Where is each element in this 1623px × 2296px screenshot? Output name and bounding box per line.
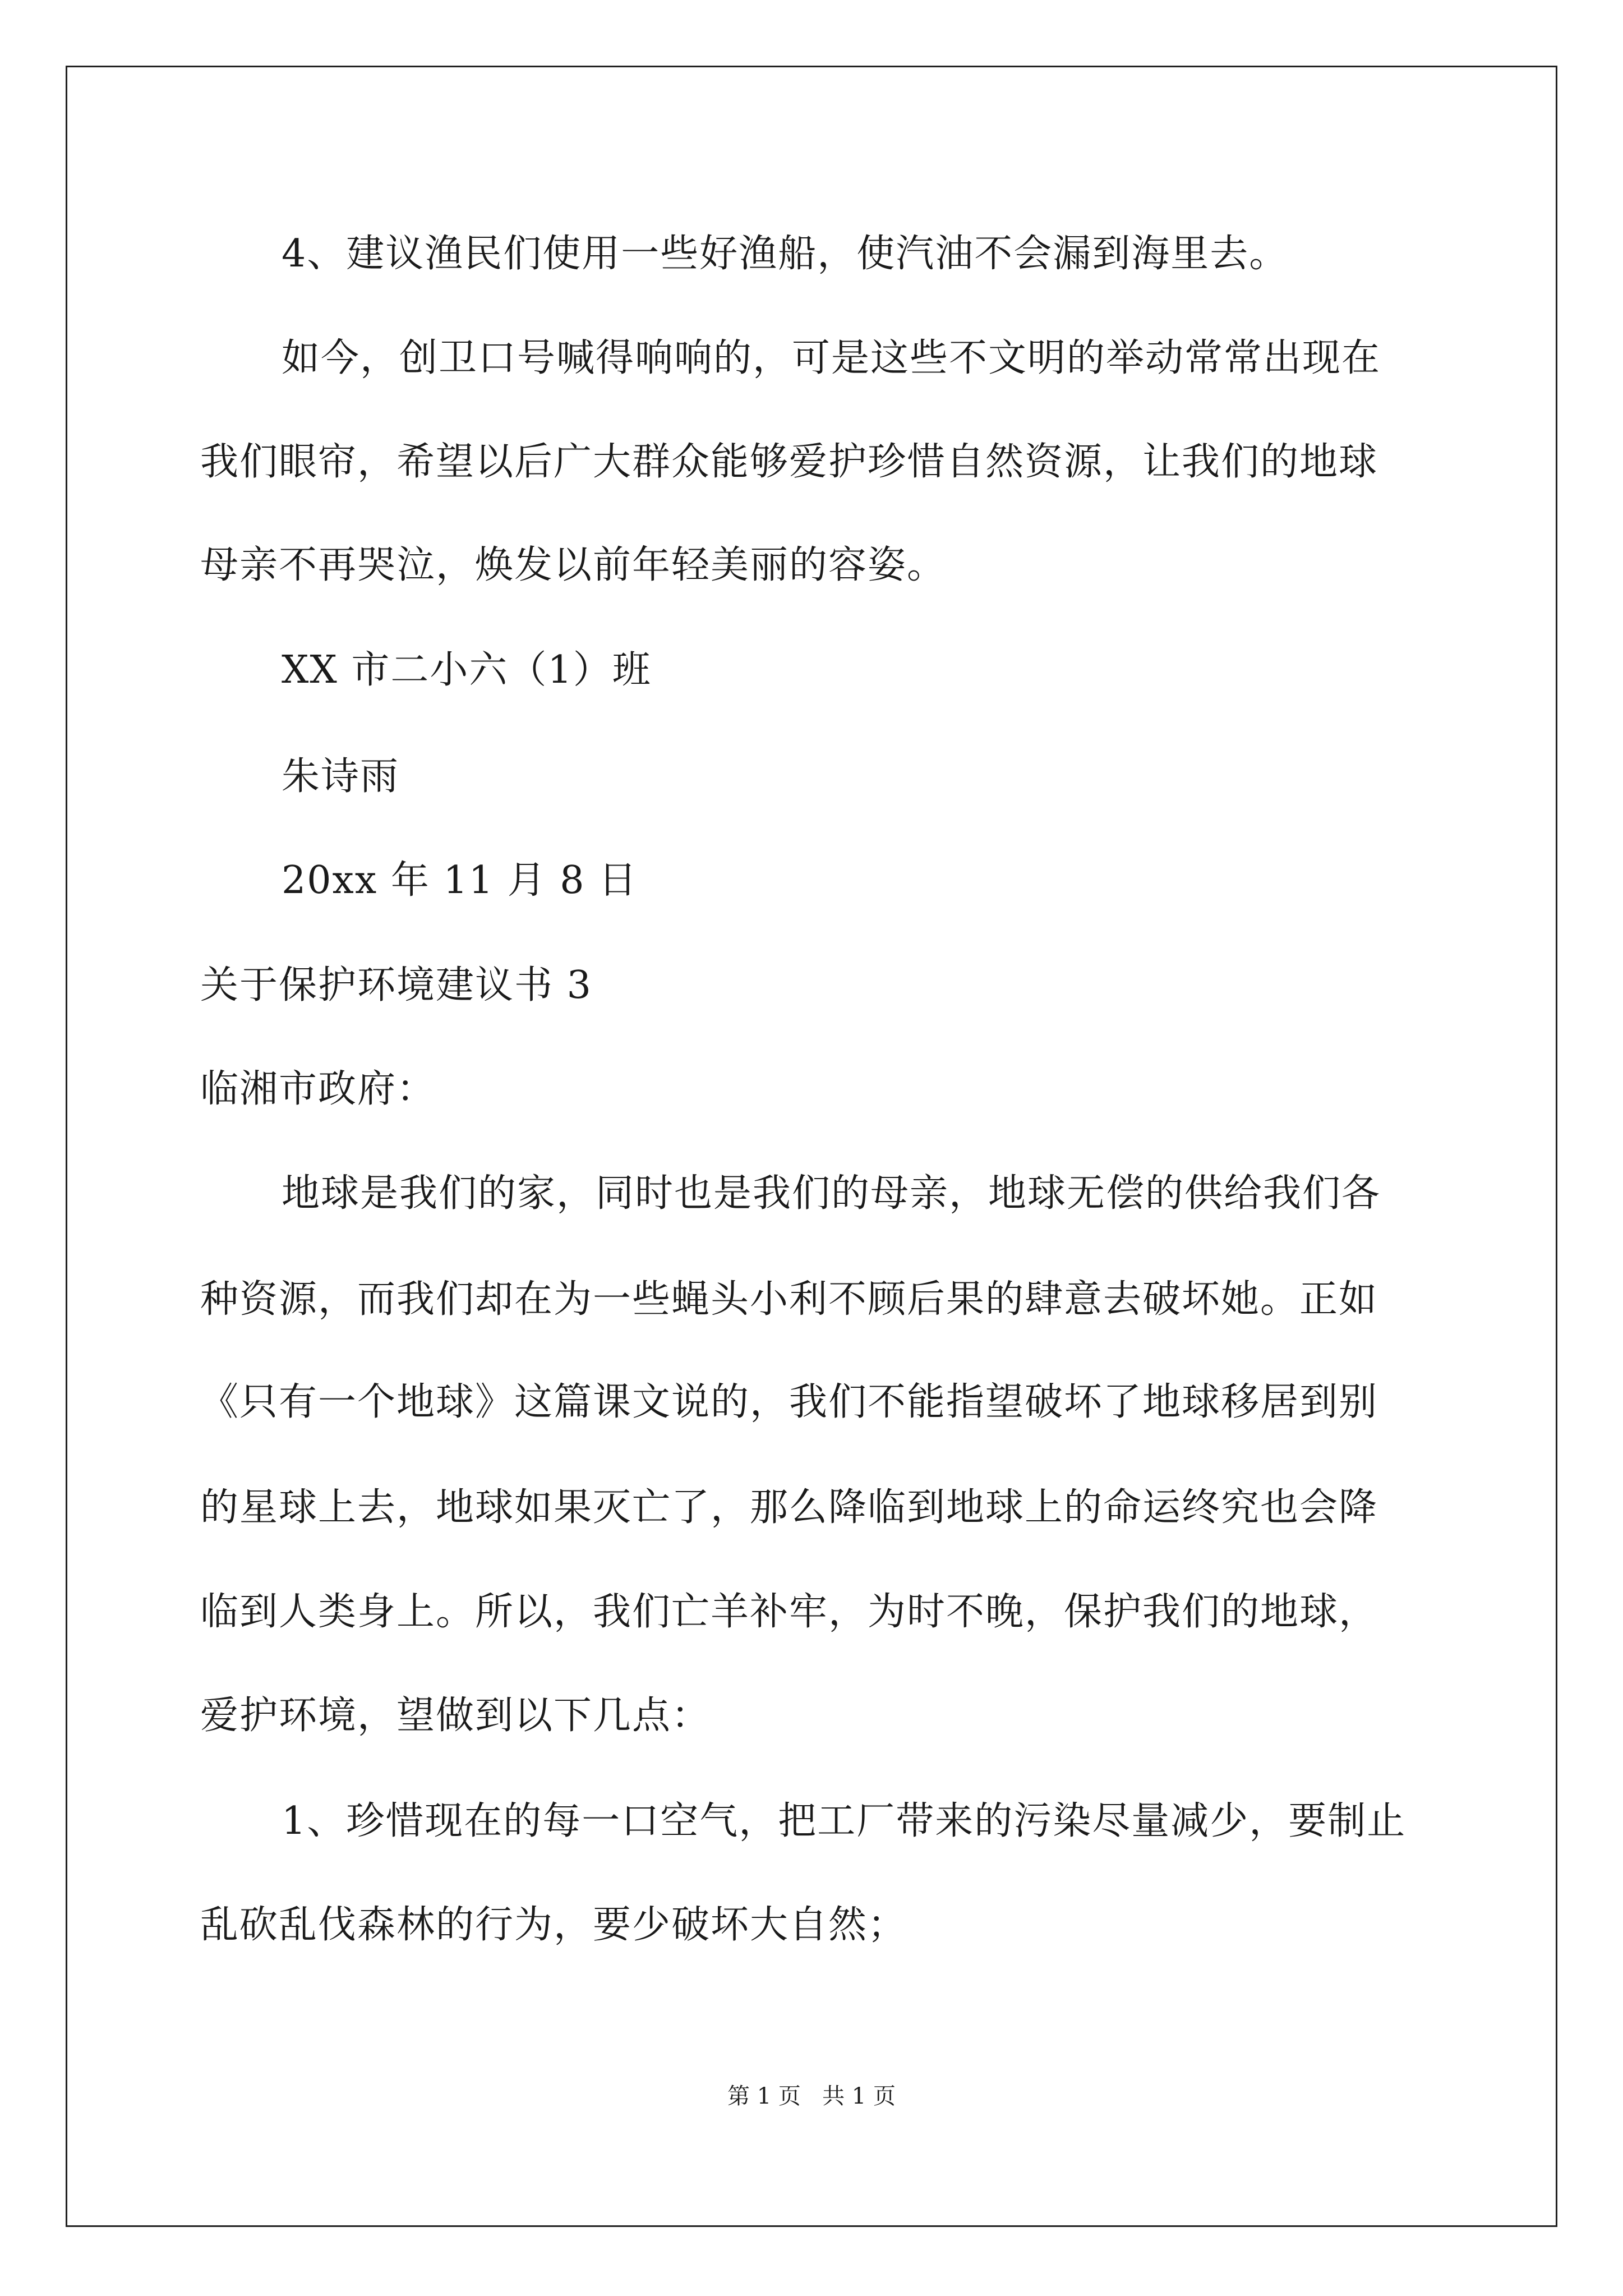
paragraph-line: 临到人类身上。所以，我们亡羊补牢，为时不晚，保护我们的地球， <box>200 1590 1378 1634</box>
paragraph-line: 母亲不再哭泣，焕发以前年轻美丽的容姿。 <box>200 543 947 587</box>
paragraph-line: 地球是我们的家，同时也是我们的母亲，地球无偿的供给我们各 <box>282 1171 1381 1216</box>
class-signature: XX 市二小六（1）班 <box>282 648 652 692</box>
section-heading: 关于保护环境建议书 3 <box>200 963 592 1007</box>
paragraph-line: 我们眼帘，希望以后广大群众能够爱护珍惜自然资源，让我们的地球 <box>200 440 1378 484</box>
author-name: 朱诗雨 <box>282 754 400 799</box>
page-footer: 第 1 页 共 1 页 <box>727 2083 896 2109</box>
paragraph-line: 1、珍惜现在的每一口空气，把工厂带来的污染尽量减少，要制止 <box>282 1799 1407 1843</box>
paragraph-line: 的星球上去，地球如果灭亡了，那么降临到地球上的命运终究也会降 <box>200 1485 1378 1530</box>
date-line: 20xx 年 11 月 8 日 <box>282 858 638 903</box>
salutation: 临湘市政府： <box>200 1067 436 1111</box>
paragraph-line: 种资源，而我们却在为一些蝇头小利不顾后果的肆意去破坏她。正如 <box>200 1277 1378 1322</box>
paragraph-line: 爱护环境，望做到以下几点： <box>200 1694 711 1738</box>
paragraph-line: 如今，创卫口号喊得响响的，可是这些不文明的举动常常出现在 <box>282 336 1381 380</box>
paragraph-line: 乱砍乱伐森林的行为，要少破坏大自然； <box>200 1903 907 1947</box>
paragraph-line: 4、建议渔民们使用一些好渔船，使汽油不会漏到海里去。 <box>282 232 1289 276</box>
paragraph-line: 《只有一个地球》这篇课文说的，我们不能指望破坏了地球移居到别 <box>200 1380 1378 1424</box>
